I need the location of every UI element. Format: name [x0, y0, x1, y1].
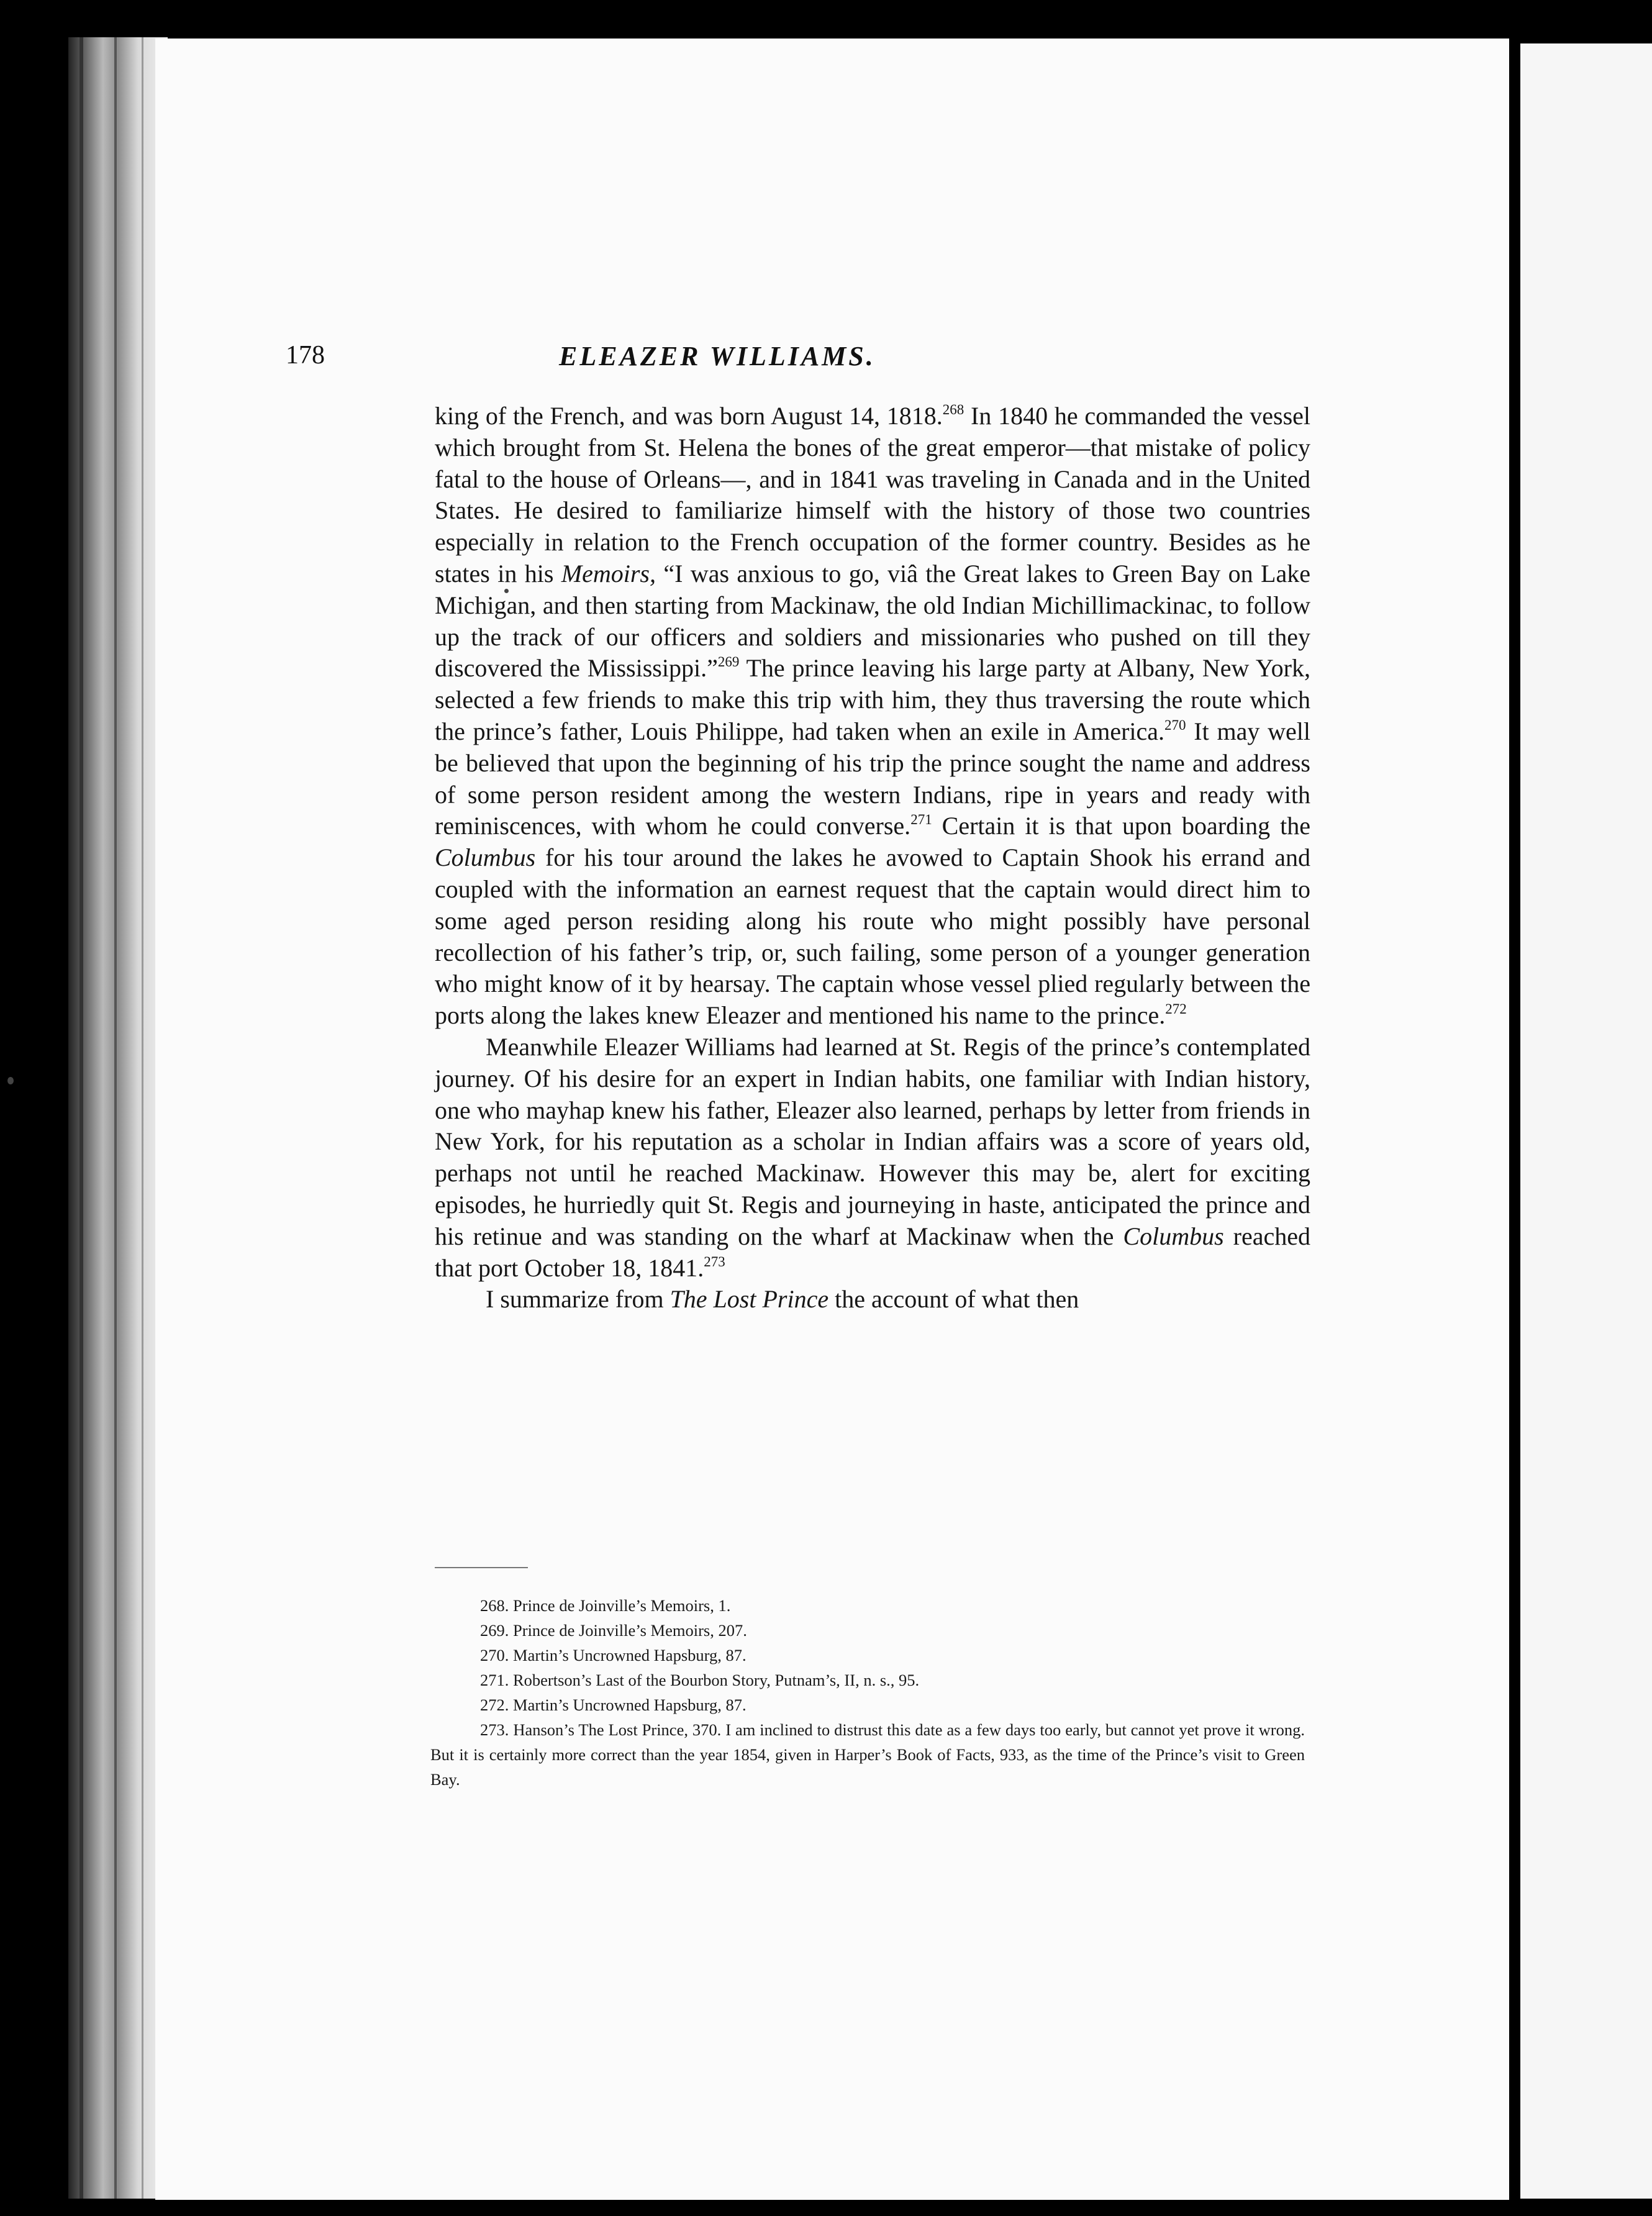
- footnote: [430, 1717, 1305, 1792]
- footnote: [430, 1618, 1305, 1643]
- page-header: [286, 340, 1304, 390]
- running-head: ELEAZER WILLIAMS.: [559, 341, 876, 371]
- footnote-number: 270.: [480, 1646, 509, 1664]
- text-run: the account of what then: [828, 1285, 1079, 1314]
- footnote-ref: 271: [910, 812, 932, 828]
- italic-text: Memoirs,: [561, 559, 656, 588]
- text-run: The prince leaving his large party at Albany, New York, selected a few friends to make this trip with him, they thus traversing the route which the prince’s father, Louis Philippe, had taken when an exile in America.: [435, 654, 1310, 745]
- italic-text: The Lost Prince: [669, 1285, 829, 1314]
- paragraph: [435, 1032, 1310, 1284]
- footnote-text: Martin’s Uncrowned Hapsburg, 87.: [513, 1646, 747, 1664]
- footnote-text: Prince de Joinville’s Memoirs, 1.: [513, 1596, 731, 1615]
- footnote-rule: [435, 1567, 528, 1568]
- footnote-number: 269.: [480, 1621, 509, 1640]
- binding-shadow: [79, 37, 83, 2199]
- footnote-ref: 272: [1165, 1001, 1187, 1017]
- footnote-ref: 268: [942, 402, 964, 417]
- footnote: [430, 1643, 1305, 1668]
- page-speck: [7, 1077, 14, 1084]
- footnote: [430, 1692, 1305, 1717]
- adjacent-page-edge: [1520, 43, 1652, 2199]
- footnotes: [430, 1593, 1305, 1792]
- footnote-number: 268.: [480, 1596, 509, 1615]
- footnote-ref: 273: [704, 1253, 725, 1269]
- text-run: king of the French, and was born August 14, 1818.: [435, 402, 943, 430]
- text-run: Meanwhile Eleazer Williams had learned at St. Regis of the prince’s contemplated journey. Of his desire for an expert in Indian habits, one familiar with Indian history, one who mayhap knew his father, Eleazer also learned, perhaps by letter from friends in New York, for his reputation as a scholar in Indian affairs was a score of years old, perhaps not until he reached Mackinaw. However this may be, alert for exciting episodes, he hurriedly quit St. Regis and journeying in haste, anticipated the prince and his retinue and was standing on the wharf at Mackinaw when the: [435, 1032, 1310, 1250]
- italic-text: Columbus: [435, 843, 536, 872]
- footnote: [430, 1668, 1305, 1692]
- footnote-number: 272.: [480, 1696, 509, 1714]
- footnote-text: Robertson’s Last of the Bourbon Story, Putnam’s, II, n. s., 95.: [513, 1671, 920, 1689]
- paragraph: [435, 1284, 1310, 1315]
- footnote-ref: 269: [717, 654, 740, 670]
- text-run: I summarize from: [486, 1285, 670, 1314]
- text-run: for his tour around the lakes he avowed to Captain Shook his errand and coupled with the information an earnest request that the captain would direct him to some aged person residing along his route who might possibly have personal recollection of his father’s trip, or, such failing, some person of a younger generation who might know of it by hearsay. The captain whose vessel plied regularly between the ports along the lakes knew Eleazer and mentioned his name to the prince.: [435, 843, 1310, 1030]
- footnote-text: Martin’s Uncrowned Hapsburg, 87.: [513, 1696, 747, 1714]
- binding-shadow: [142, 37, 143, 2199]
- text-run: reached that port October 18, 1841.: [435, 1222, 1310, 1282]
- text-run: Certain it is that upon boarding the: [932, 812, 1310, 840]
- footnote-number: 273.: [480, 1720, 509, 1739]
- body-text: [435, 401, 1310, 1315]
- text-run: It may well be believed that upon the beginning of his trip the prince sought the name and address of some person resident among the western Indians, ripe in years and ready with reminiscences, with whom he could converse.: [435, 717, 1310, 840]
- footnote-text: Prince de Joinville’s Memoirs, 207.: [513, 1621, 747, 1640]
- footnote-number: 271.: [480, 1671, 509, 1689]
- book-binding-edge: [68, 37, 168, 2199]
- page-number: 178: [286, 341, 325, 370]
- binding-shadow: [114, 37, 117, 2199]
- paragraph: [435, 401, 1310, 1032]
- italic-text: Columbus: [1123, 1222, 1224, 1250]
- text-run: “I was anxious to go, viâ the Great lakes to Green Bay on Lake Michigan, and then starting from Mackinaw, the old Indian Michillimackinac, to follow up the track of our officers and soldiers and missionaries who pushed on till they discovered the Mississippi.”: [435, 559, 1310, 683]
- footnote: [430, 1593, 1305, 1618]
- footnote-text: Hanson’s The Lost Prince, 370. I am inclined to distrust this date as a few days too early, but cannot yet prove it wrong. But it is certainly more correct than the year 1854, given in Harper’s Book of Facts, 933, as the time of the Prince’s visit to Green Bay.: [430, 1720, 1305, 1789]
- text-run: In 1840 he commanded the vessel which brought from St. Helena the bones of the great emperor—that mistake of policy fatal to the house of Orleans—, and in 1841 was traveling in Canada and in the United States. He desired to familiarize himself with the history of those two countries especially in relation to the French occupation of the former country. Besides as he states in his: [435, 402, 1310, 588]
- footnote-ref: 270: [1164, 717, 1186, 733]
